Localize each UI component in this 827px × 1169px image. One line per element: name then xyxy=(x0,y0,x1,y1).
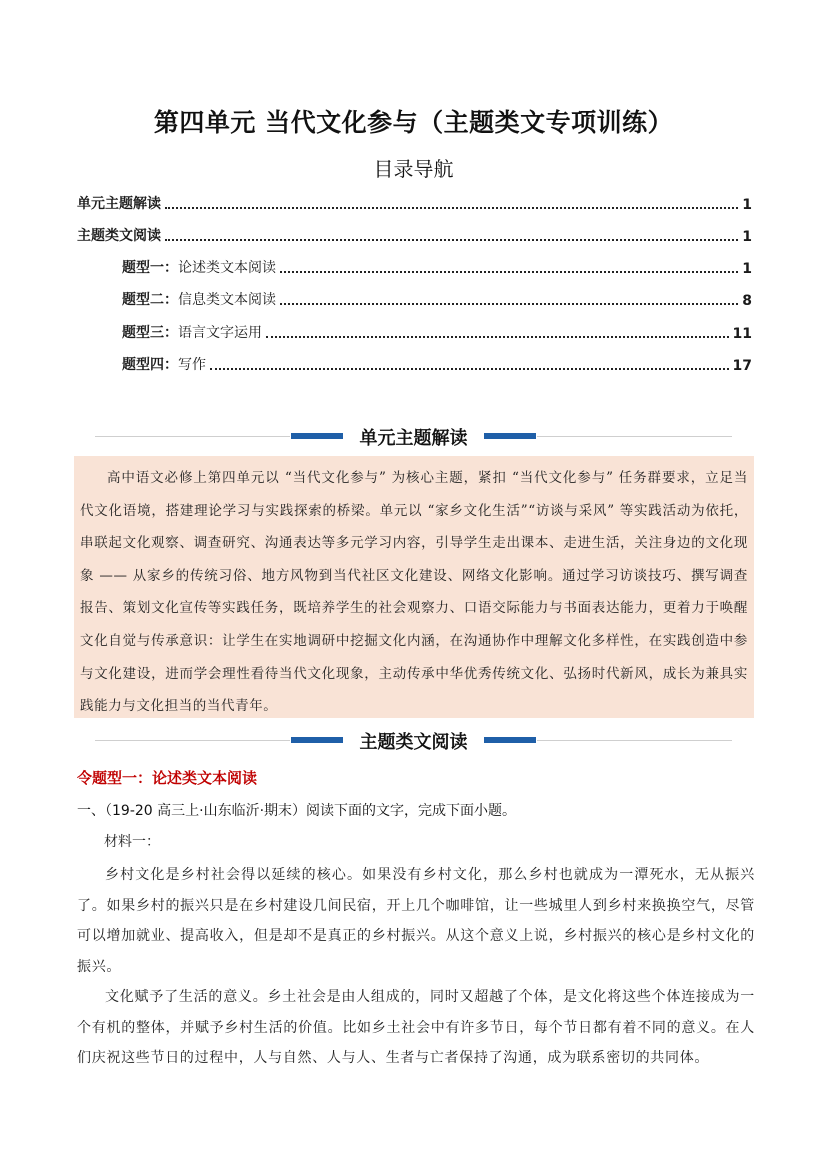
toc-entry-type-2[interactable] xyxy=(122,287,752,309)
article-paragraph: 文化赋予了生活的意义。乡土社会是由人组成的，同时又超越了个体，是文化将这些个体连接成为一个有机的整体，并赋予乡村生活的价值。比如乡土社会中有许多节日，每个节日都有着不同的意义。在人们庆祝这些节日的过程中，人与自然、人与人、生者与亡者保持了沟通，成为联系密切的共同体。 xyxy=(77,989,755,1066)
toc-label xyxy=(122,322,262,342)
intro-paragraph: 高中语文必修上第四单元以 “当代文化参与” 为核心主题，紧扣 “当代文化参与” 任务群要求，立足当代文化语境，搭建理论学习与实践探索的桥梁。单元以 “家乡文化生活”“访谈与采风” 等实践活动为依托，串联起文化观察、调查研究、沟通表达等多元学习内容，引导学生走出课本、走进生活，关注身边的文化现象 —— 从家乡的传统习俗、地方风物到当代社区文化建设、网络文化影响。通过学习访谈技巧、撰写调查报告、策划文化宣传等实践任务，既培养学生的社会观察力、口语交际能力与书面表达能力，更着力于唤醒文化自觉与传承意识：让学生在实地调研中挖掘文化内涵，在沟通协作中理解文化多样性，在实践创造中参与文化建设，进而学会理性看待当代文化现象，主动传承中华优秀传统文化、弘扬时代新风，成长为兼具实践能力与文化担当的当代青年。 xyxy=(80,470,748,715)
toc-prefix: 题型一： xyxy=(122,260,178,276)
divider-line xyxy=(95,740,290,741)
toc-page-number: 8 xyxy=(742,293,752,309)
section-heading-reading xyxy=(95,728,732,754)
toc-title: 信息类文本阅读 xyxy=(178,292,276,308)
divider-line xyxy=(537,436,732,437)
toc-prefix: 题型四： xyxy=(122,357,178,373)
section-title: 单元主题解读 xyxy=(359,428,468,449)
toc-entry-type-3[interactable] xyxy=(122,320,752,342)
toc-prefix: 题型二： xyxy=(122,292,178,308)
toc-heading: 目录导航 xyxy=(373,157,454,181)
accent-bar xyxy=(291,433,343,439)
toc-prefix: 题型三： xyxy=(122,325,178,341)
toc-label: 主题类文阅读 xyxy=(77,228,161,244)
intro-box xyxy=(74,456,754,718)
accent-bar xyxy=(484,737,536,743)
accent-bar xyxy=(484,433,536,439)
toc-title: 写作 xyxy=(178,357,206,373)
toc-page-number: 1 xyxy=(742,261,752,277)
article-paragraph: 乡村文化是乡村社会得以延续的核心。如果没有乡村文化，那么乡村也就成为一潭死水，无从振兴了。如果乡村的振兴只是在乡村建设几间民宿，开上几个咖啡馆，让一些城里人到乡村来换换空气，尽管可以增加就业、提高收入，但是却不是真正的乡村振兴。从这个意义上说，乡村振兴的核心是乡村文化的振兴。 xyxy=(77,867,755,975)
toc-label: 单元主题解读 xyxy=(77,196,161,212)
toc-entry-type-1[interactable] xyxy=(122,255,752,277)
toc-entry-reading[interactable] xyxy=(77,223,752,245)
toc-leader-dots xyxy=(280,302,738,305)
toc-entry-unit-theme[interactable] xyxy=(77,191,752,213)
article-body xyxy=(77,860,755,1074)
document-title: 第四单元 当代文化参与（主题类文专项训练） xyxy=(153,108,674,137)
toc-label xyxy=(122,289,276,309)
toc-page-number: 1 xyxy=(742,229,752,245)
toc-title: 语言文字运用 xyxy=(178,325,262,341)
toc-title: 论述类文本阅读 xyxy=(178,260,276,276)
toc-leader-dots xyxy=(165,206,738,209)
toc-leader-dots xyxy=(280,270,738,273)
toc-label xyxy=(122,354,206,374)
toc-leader-dots xyxy=(210,367,729,370)
toc-entry-type-4[interactable] xyxy=(122,352,752,374)
material-label: 材料一： xyxy=(104,834,160,850)
toc-page-number: 11 xyxy=(732,326,752,342)
toc-leader-dots xyxy=(266,335,729,338)
divider-line xyxy=(537,740,732,741)
section-heading-unit-theme xyxy=(95,424,732,450)
question-type-heading: 令题型一：论述类文本阅读 xyxy=(77,769,258,787)
toc-label xyxy=(122,257,276,277)
section-title: 主题类文阅读 xyxy=(359,732,468,753)
question-prompt: 一、（19-20 高三上·山东临沂·期末）阅读下面的文字，完成下面小题。 xyxy=(77,803,517,819)
divider-line xyxy=(95,436,290,437)
accent-bar xyxy=(291,737,343,743)
toc-page-number: 17 xyxy=(732,358,752,374)
toc-leader-dots xyxy=(165,238,738,241)
toc-page-number: 1 xyxy=(742,197,752,213)
